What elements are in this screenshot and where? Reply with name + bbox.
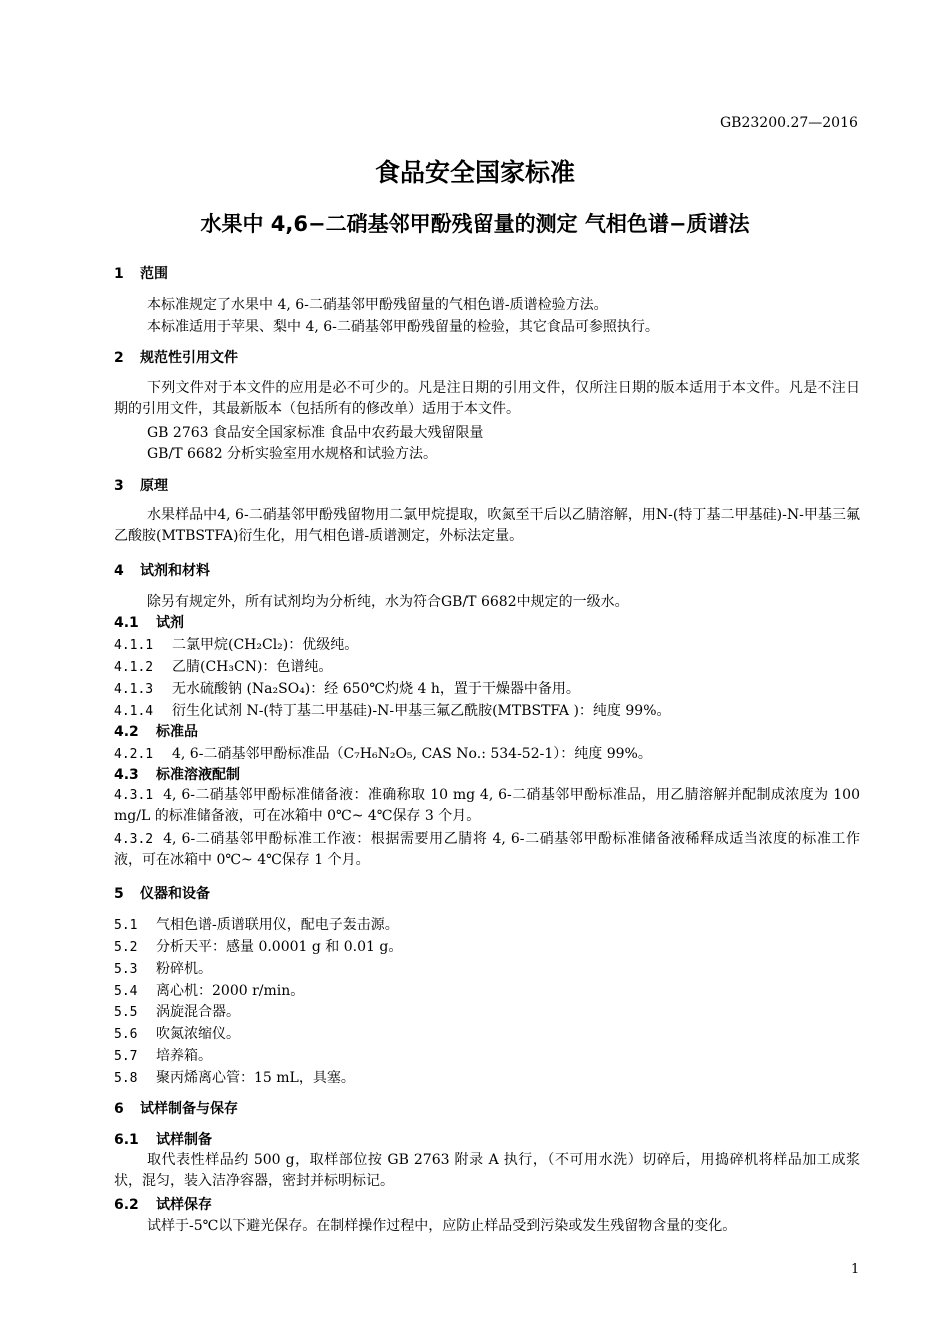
- section-number: 2: [114, 350, 124, 366]
- item-text: 衍生化试剂 N-(特丁基二甲基硅)-N-甲基三氟乙酰胺(MTBSTFA )：纯度 99%。: [172, 703, 671, 719]
- item-number: 4.1.3: [114, 682, 154, 697]
- reference-item: GB 2763 食品安全国家标准 食品中农药最大残留限量: [147, 425, 484, 441]
- section-number: 6: [114, 1101, 124, 1117]
- item-text: 粉碎机。: [156, 961, 212, 977]
- item-number: 5.8: [114, 1071, 138, 1086]
- list-item: [114, 785, 860, 827]
- item-text: 聚丙烯离心管：15 mL，具塞。: [156, 1070, 355, 1086]
- subsection-title: 试样制备: [156, 1132, 212, 1148]
- list-item: [114, 1001, 240, 1021]
- item-number: 4.2.1: [114, 747, 154, 762]
- item-text: 涡旋混合器。: [156, 1004, 240, 1020]
- paragraph: 本标准规定了水果中 4, 6-二硝基邻甲酚残留量的气相色谱-质谱检验方法。: [147, 297, 608, 313]
- item-number: 4.1.2: [114, 660, 154, 675]
- section-title: 原理: [140, 478, 168, 494]
- section-number: 4: [114, 563, 124, 579]
- subsection-heading-4-1: [114, 612, 184, 632]
- section-title: 试样制备与保存: [140, 1101, 238, 1117]
- page-subtitle: 水果中 4,6−二硝基邻甲酚残留量的测定 气相色谱−质谱法: [200, 212, 750, 236]
- item-text: 4, 6-二硝基邻甲酚标准工作液：根据需要用乙腈将 4, 6-二硝基邻甲酚标准储备液稀释成适当浓度的标准工作液，可在冰箱中 0℃~ 4℃保存 1 个月。: [114, 831, 860, 868]
- subsection-heading-4-3: [114, 764, 240, 784]
- list-item: [114, 1045, 212, 1065]
- item-number: 4.3.2: [114, 832, 154, 847]
- subsection-title: 试剂: [156, 615, 184, 631]
- item-number: 5.2: [114, 940, 138, 955]
- section-title: 试剂和材料: [140, 563, 210, 579]
- document-code: GB23200.27—2016: [720, 115, 858, 131]
- item-text: 二氯甲烷(CH₂Cl₂)：优级纯。: [172, 637, 359, 653]
- list-item: [114, 678, 580, 698]
- list-item: [114, 914, 399, 934]
- list-item: [114, 1067, 355, 1087]
- list-item: [114, 980, 304, 1000]
- item-text: 吹氮浓缩仪。: [156, 1026, 240, 1042]
- list-item: [114, 656, 332, 676]
- page-number: 1: [851, 1262, 860, 1277]
- item-number: 5.7: [114, 1049, 138, 1064]
- subsection-heading-6-1: [114, 1129, 212, 1149]
- section-title: 仪器和设备: [140, 886, 210, 902]
- page-title: 食品安全国家标准: [374, 158, 575, 187]
- item-number: 4.1.1: [114, 638, 154, 653]
- section-number: 1: [114, 266, 124, 282]
- paragraph: 下列文件对于本文件的应用是必不可少的。凡是注日期的引用文件，仅所注日期的版本适用于本文件。凡是不注日期的引用文件，其最新版本（包括所有的修改单）适用于本文件。: [114, 380, 860, 417]
- item-number: 5.6: [114, 1027, 138, 1042]
- subsection-title: 试样保存: [156, 1197, 212, 1213]
- list-item: [114, 634, 358, 654]
- section-number: 5: [114, 886, 124, 902]
- item-text: 离心机：2000 r/min。: [156, 983, 305, 999]
- subsection-number: 4.2: [114, 724, 139, 740]
- list-item: [114, 936, 402, 956]
- subsection-number: 4.1: [114, 615, 139, 631]
- item-text: 分析天平：感量 0.0001 g 和 0.01 g。: [156, 939, 403, 955]
- item-text: 无水硫酸钠 (Na₂SO₄)：经 650℃灼烧 4 h，置于干燥器中备用。: [172, 681, 580, 697]
- item-number: 5.1: [114, 918, 138, 933]
- section-title: 范围: [140, 266, 168, 282]
- section-number: 3: [114, 478, 124, 494]
- subsection-title: 标准溶液配制: [156, 767, 240, 783]
- item-text: 4, 6-二硝基邻甲酚标准储备液：准确称取 10 mg 4, 6-二硝基邻甲酚标准品，用乙腈溶解并配制成浓度为 100 mg/L 的标准储备液，可在冰箱中 0℃~ 4℃保存 3 个月。: [114, 787, 860, 824]
- item-text: 气相色谱-质谱联用仪，配电子轰击源。: [156, 917, 399, 933]
- item-number: 4.3.1: [114, 788, 154, 803]
- subsection-title: 标准品: [156, 724, 198, 740]
- list-item: [114, 958, 212, 978]
- item-number: 5.3: [114, 962, 138, 977]
- list-item: [114, 829, 860, 871]
- section-title: 规范性引用文件: [140, 350, 238, 366]
- section-heading-3: [114, 475, 168, 495]
- item-text: 4, 6-二硝基邻甲酚标准品（C₇H₆N₂O₅, CAS No.: 534-52-1）：纯度 99%。: [172, 746, 652, 762]
- section-heading-1: [114, 263, 168, 283]
- paragraph: 除另有规定外，所有试剂均为分析纯，水为符合GB/T 6682中规定的一级水。: [147, 594, 629, 610]
- subsection-number: 4.3: [114, 767, 139, 783]
- subsection-heading-4-2: [114, 721, 198, 741]
- item-number: 5.5: [114, 1005, 138, 1020]
- subsection-heading-6-2: [114, 1194, 212, 1214]
- subsection-number: 6.2: [114, 1197, 139, 1213]
- paragraph: 水果样品中4, 6-二硝基邻甲酚残留物用二氯甲烷提取，吹氮至干后以乙腈溶解，用N-(特丁基二甲基硅)-N-甲基三氟乙酸胺(MTBSTFA)衍生化，用气相色谱-质谱测定，外标法定量。: [114, 507, 860, 544]
- section-heading-2: [114, 347, 238, 367]
- list-item: [114, 1023, 240, 1043]
- section-heading-6: [114, 1098, 238, 1118]
- paragraph: 取代表性样品约 500 g，取样部位按 GB 2763 附录 A 执行，（不可用水洗）切碎后，用捣碎机将样品加工成浆状，混匀，装入洁净容器，密封并标明标记。: [114, 1152, 860, 1189]
- section-heading-5: [114, 883, 210, 903]
- paragraph: 本标准适用于苹果、梨中 4, 6-二硝基邻甲酚残留量的检验，其它食品可参照执行。: [147, 319, 659, 335]
- item-number: 5.4: [114, 984, 138, 999]
- list-item: [114, 700, 671, 720]
- subsection-number: 6.1: [114, 1132, 139, 1148]
- paragraph: 试样于-5℃以下避光保存。在制样操作过程中，应防止样品受到污染或发生残留物含量的变化。: [147, 1218, 737, 1234]
- list-item: [114, 743, 652, 763]
- item-text: 培养箱。: [156, 1048, 212, 1064]
- item-text: 乙腈(CH₃CN)：色谱纯。: [172, 659, 333, 675]
- section-heading-4: [114, 560, 210, 580]
- item-number: 4.1.4: [114, 704, 154, 719]
- reference-item: GB/T 6682 分析实验室用水规格和试验方法。: [147, 446, 438, 462]
